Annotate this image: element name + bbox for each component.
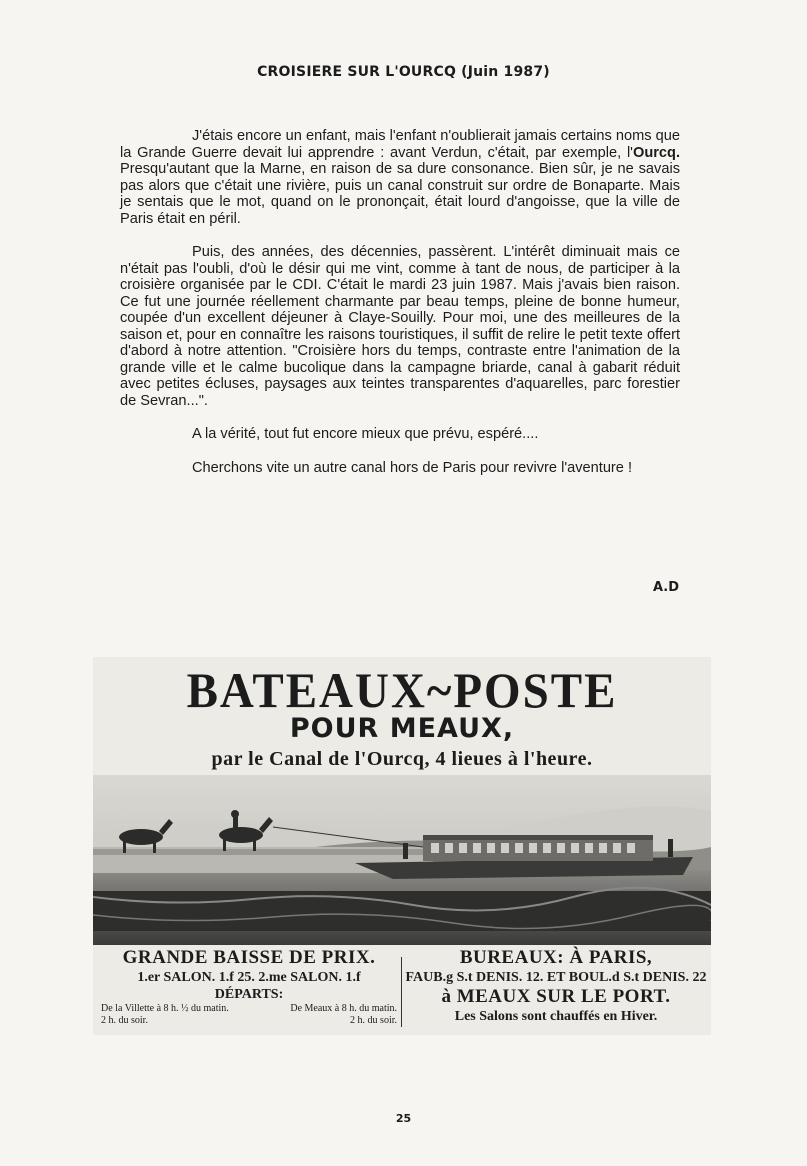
prices-heading: GRANDE BAISSE DE PRIX. (122, 947, 376, 968)
paragraph-1 (120, 128, 680, 227)
salon-prices: 1.er SALON. 1.f 25. 2.me SALON. 1.f (137, 970, 361, 985)
paragraph-3: A la vérité, tout fut encore mieux que prévu, espéré.... (192, 426, 539, 442)
departures-row-2 (97, 1015, 401, 1027)
poster-divider (401, 957, 402, 1027)
paragraph-2: Puis, des années, des décennies, passèrent. L'intérêt diminuait mais ce n'était pas l'oubli, d'où le désir qui me vint, comme à tant de nous, de participer à la croisière organisée par le CDI. C'était le mardi 23 juin 1987. Mais j'avais bien raison. Ce fut une journée réellement charmante par beau temps, pleine de bonne humeur, coupée d'un excellent déjeuner à Claye-Souilly. Pour moi, une des meilleures de la saison et, pour en connaître les raisons touristiques, il suffit de relire le petit texte offert d'abord à notre attention. "Croisière hors du temps, contraste entre l'animation de la grande ville et le calme bucolique dans la campagne briarde, canal à gabarit réduit avec petites écluses, paysages aux teintes transparentes d'aquarelles, parc forestier de Sevran...". (120, 244, 680, 409)
heated-salons: Les Salons sont chauffés en Hiver. (454, 1009, 658, 1024)
signature: A.D (652, 580, 679, 595)
departure-villette-morning: De la Villette à 8 h. ½ du matin. (101, 1003, 229, 1014)
departures-heading: DÉPARTS: (214, 987, 284, 1002)
paragraph-1-start: J'étais encore un enfant, mais l'enfant n'oublierait jamais certains noms que la Grande Guerre devait lui apprendre : avant Verdun, c'était, par exemple, l' (120, 128, 680, 161)
meaux-office: à MEAUX SUR LE PORT. (441, 986, 671, 1007)
departure-meaux-evening: 2 h. du soir. (350, 1015, 397, 1026)
departure-meaux-morning: De Meaux à 8 h. du matin. (290, 1003, 397, 1014)
poster-subhead: POUR MEAUX, (289, 713, 515, 744)
poster-prices (97, 947, 401, 1027)
paragraph-1-end: Presqu'autant que la Marne, en raison de sa dure consonance. Bien sûr, je ne savais pas alors que c'était une rivière, puis un canal construit sur ordre de Bonaparte. Mais je sentais que le mot, quand on le prononçait, était lourd d'angoisse, que la ville de Paris était en péril. (120, 161, 680, 227)
paris-address: FAUB.g S.t DENIS. 12. ET BOUL.d S.t DENIS. 22 (405, 970, 707, 985)
poster-offices (405, 947, 707, 1025)
poster-headline: BATEAUX~POSTE (186, 663, 618, 719)
article-body (120, 128, 680, 476)
departure-villette-evening: 2 h. du soir. (101, 1015, 148, 1026)
page-number: 25 (395, 1112, 412, 1125)
offices-heading: BUREAUX: À PARIS, (459, 947, 653, 968)
ourcq-bold: Ourcq. (632, 144, 680, 161)
paragraph-4: Cherchons vite un autre canal hors de Paris pour revivre l'aventure ! (192, 459, 633, 476)
poster-image (93, 657, 711, 1035)
article-title: CROISIERE SUR L'OURCQ (Juin 1987) (257, 64, 550, 80)
boat-illustration (93, 775, 711, 945)
departures-row-1 (97, 1003, 401, 1015)
poster-tagline: par le Canal de l'Ourcq, 4 lieues à l'heure. (211, 748, 593, 770)
